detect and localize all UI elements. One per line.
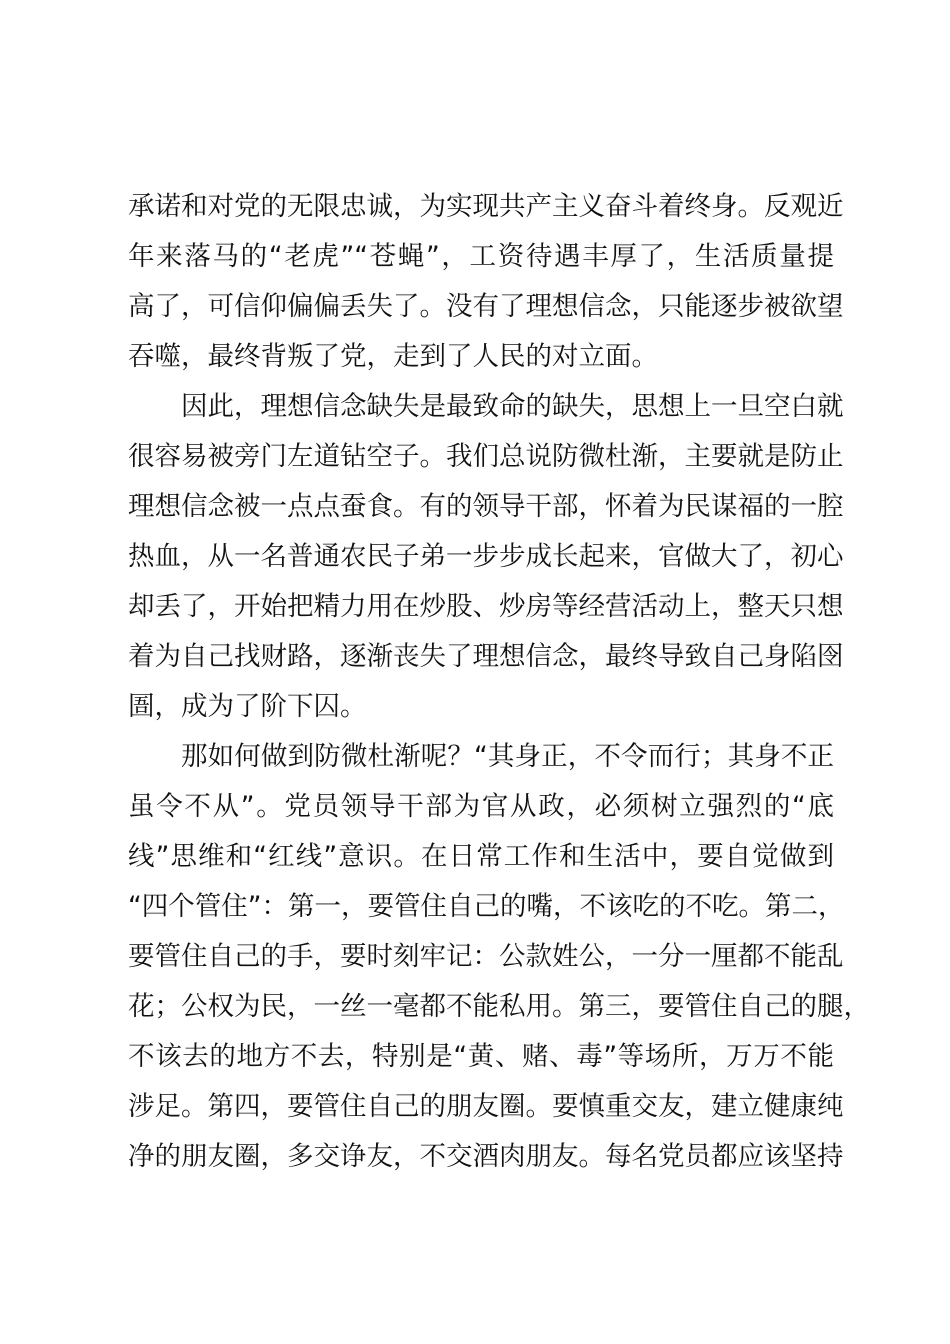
paragraph-first-line: 因此，理想信念缺失是最致命的缺失，思想上一旦空白就 bbox=[181, 391, 844, 422]
text-line: 高了，可信仰偏偏丢失了。没有了理想信念，只能逐步被欲望 bbox=[128, 291, 844, 322]
text-line: 很容易被旁门左道钻空子。我们总说防微杜渐，主要就是防止 bbox=[128, 441, 844, 472]
text-line: 吞噬，最终背叛了党，走到了人民的对立面。 bbox=[128, 341, 658, 372]
text-line: 理想信念被一点点蚕食。有的领导干部，怀着为民谋福的一腔 bbox=[128, 491, 844, 522]
text-line: 虽令不从”。党员领导干部为官从政，必须树立强烈的“底 bbox=[128, 791, 834, 822]
text-line: 热血，从一名普通农民子弟一步步成长起来，官做大了，初心 bbox=[128, 541, 844, 572]
text-line: 涉足。第四，要管住自己的朋友圈。要慎重交友，建立健康纯 bbox=[128, 1091, 844, 1122]
text-line: 不该去的地方不去，特别是“黄、赌、毒”等场所，万万不能 bbox=[128, 1041, 834, 1072]
text-line: 着为自己找财路，逐渐丧失了理想信念，最终导致自己身陷囹 bbox=[128, 641, 844, 672]
paragraph-first-line: 那如何做到防微杜渐呢？“其身正，不令而行；其身不正 bbox=[181, 741, 834, 772]
text-line: “四个管住”：第一，要管住自己的嘴，不该吃的不吃。第二， bbox=[128, 891, 845, 922]
text-line: 要管住自己的手，要时刻牢记：公款姓公，一分一厘都不能乱 bbox=[128, 941, 844, 972]
text-line: 线”思维和“红线”意识。在日常工作和生活中，要自觉做到 bbox=[128, 841, 834, 872]
text-line: 花；公权为民，一丝一毫都不能私用。第三，要管住自己的腿， bbox=[128, 991, 870, 1022]
text-line: 圄，成为了阶下囚。 bbox=[128, 691, 367, 722]
text-line: 承诺和对党的无限忠诚，为实现共产主义奋斗着终身。反观近 bbox=[128, 191, 844, 222]
text-line: 年来落马的“老虎”“苍蝇”，工资待遇丰厚了，生活质量提 bbox=[128, 241, 834, 272]
body-text bbox=[128, 182, 870, 1182]
text-line: 净的朋友圈，多交诤友，不交酒肉朋友。每名党员都应该坚持 bbox=[128, 1141, 844, 1172]
text-line: 却丢了，开始把精力用在炒股、炒房等经营活动上，整天只想 bbox=[128, 591, 844, 622]
